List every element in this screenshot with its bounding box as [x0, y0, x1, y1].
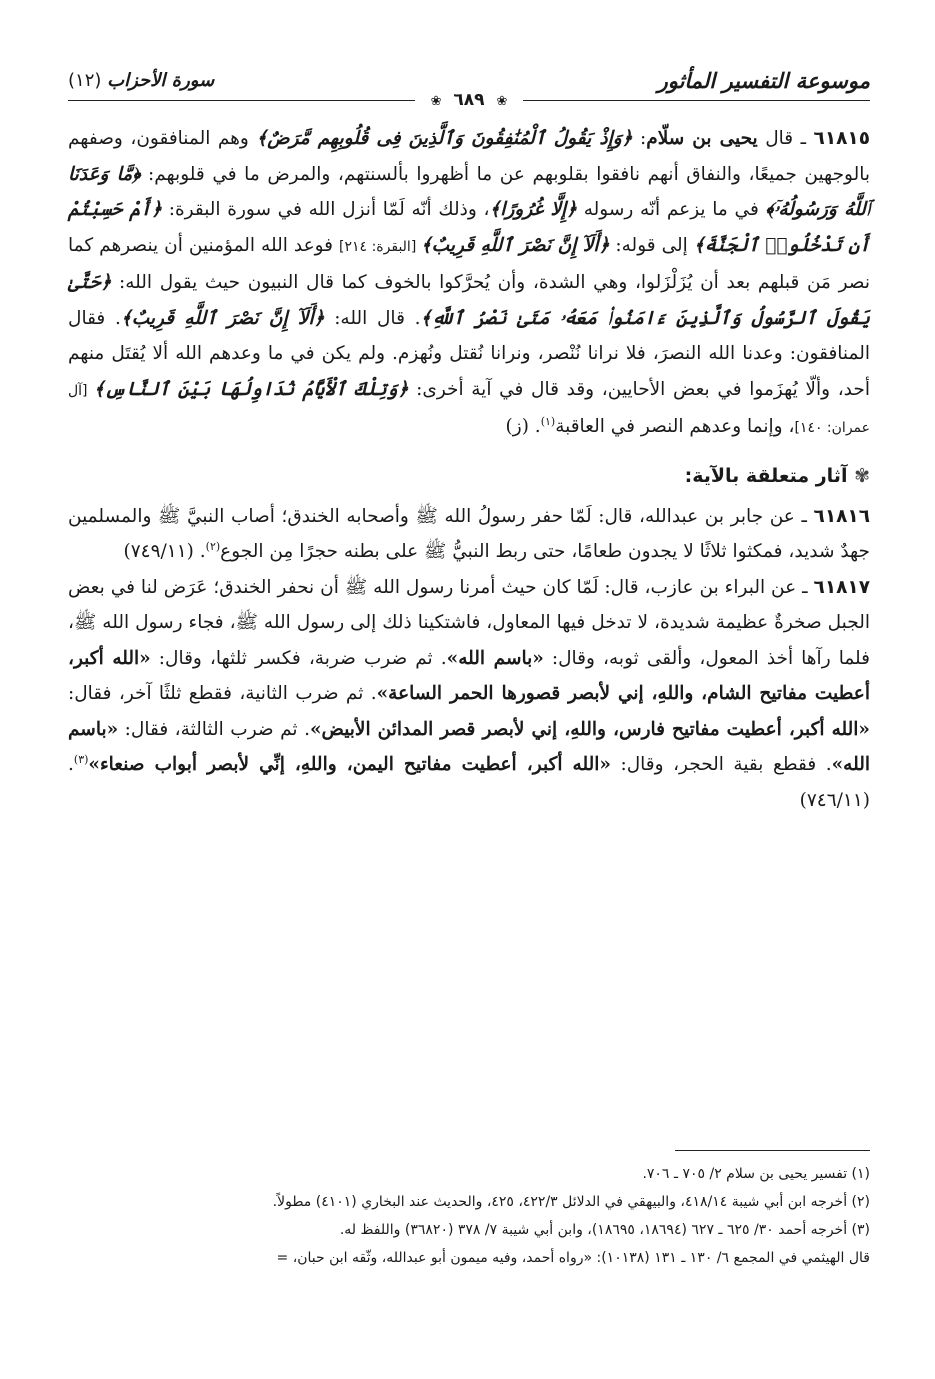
text: ، وذلك أنّه لَمّا أنزل الله في سورة البقرة: [162, 199, 490, 220]
quran-quote: ﴿وَإِذْ يَقُولُ ٱلْمُنَٰفِقُونَ وَٱلَّذِينَ فِى قُلُوبِهِم مَّرَضٌ﴾ [256, 128, 633, 149]
ornament-right-icon: ❀ [496, 94, 508, 109]
text: . ثم ضرب ضربة، فكسر ثلثها، وقال: [150, 647, 447, 669]
surah-reference: [البقرة: ٢١٤] [339, 238, 421, 255]
quran-quote: ﴿إِلَّا غُرُورًا﴾ [489, 199, 577, 220]
text: . ثم ضرب الثانية، فقطع ثلثًا آخر، فقال: [68, 683, 377, 704]
text: ـ عن البراء بن عازب، قال: لَمّا كان حيث أمرنا رسول الله ﷺ أن نحفر الخندق؛ عَرَض لنا في بعض الجبل صخرةٌ عظيمة شديدة، لا تدخل فيها المعاول، فاشتكينا ذلك إلى رسول الله ﷺ، فجاء رسول الله ﷺ، فلما رآها أخذ المعول، وألقى ثوبه، وقال: [68, 576, 870, 669]
text: . ثم ضرب الثالثة، فقال: [118, 718, 310, 740]
main-text [68, 121, 870, 818]
ornament-left-icon: ❀ [430, 94, 442, 109]
flower-icon: ✾ [854, 464, 870, 487]
footnote-rule [675, 1150, 870, 1151]
quran-quote: ﴿أَمْ حَسِبْتُمْ أَن تَدْخُلُوا۟ ٱلْجَنَّةَ﴾ [68, 199, 870, 256]
entry-61815 [68, 121, 870, 447]
hadith-quote: «باسم الله» [446, 647, 544, 669]
entry-number: ٦١٨١٦ [813, 505, 870, 527]
hadith-quote: «الله أكبر، أعطيت مفاتيح الشام، واللهِ، إني لأبصر قصورها الحمر الساعة» [68, 647, 870, 704]
quran-quote: ﴿وَتِلْكَ ٱلْأَيَّامُ نُدَاوِلُهَا بَيْنَ ٱلنَّاسِ﴾ [93, 378, 409, 400]
text: . فقطع بقية الحجر، وقال: [610, 754, 832, 775]
footnote: (٢) أخرجه ابن أبي شيبة ٤١٨/١٤، والبيهقي في الدلائل ٤٢٢/٣، ٤٢٥، والحديث عند البخاري (٤١٠١) مطولاً. [272, 1194, 870, 1210]
quran-quote: ﴿أَلَآ إِنَّ نَصْرَ ٱللَّهِ قَرِيبٌ﴾ [420, 234, 610, 256]
page-number: ٦٨٩ [453, 90, 485, 110]
volume-reference: . (٧٤٩/١١) [123, 541, 206, 562]
hadith-quote: «باسم الله» [68, 718, 870, 775]
text: ـ قال [757, 128, 814, 149]
footnote-ref: (٢) [205, 539, 221, 553]
text: ـ عن جابر بن عبدالله، قال: لَمّا حفر رسولُ الله ﷺ وأصحابه الخندق؛ أصاب النبيَّ ﷺ والمسلمين جهدٌ شديد، فمكثوا ثلاثًا لا يجدون طعامًا، حتى ربط النبيُّ ﷺ على بطنه حجرًا مِن الجوع [68, 505, 870, 562]
text: فوعد الله المؤمنين أن ينصرهم كما نصر مَن قبلهم بعد أن يُزَلْزَلوا، وهي الشدة، وأن يُحرَّكوا بالخوف كما قال النبيون حيث يقول الله: [68, 234, 870, 293]
hadith-quote: «الله أكبر، أعطيت مفاتيح فارس، واللهِ، إني لأبصر قصر المدائن الأبيض» [309, 718, 870, 740]
footnote-ref: (٣) [73, 752, 89, 766]
footnote: قال الهيثمي في المجمع ٦/ ١٣٠ ـ ١٣١ (١٠١٣٨): «رواه أحمد، وفيه ميمون أبو عبدالله، وثّقه ابن حبان، = [276, 1250, 870, 1266]
surah-reference: [آل عمران: ١٤٠] [68, 382, 870, 436]
text: ، وإنما وعدهم النصر في العاقبة [555, 416, 795, 437]
text: في ما يزعم أنّه رسوله [577, 199, 766, 220]
hadith-quote: «الله أكبر، أعطيت مفاتيح اليمن، واللهِ، إنِّي لأبصر أبواب صنعاء» [88, 754, 611, 775]
entry-number: ٦١٨١٥ [813, 128, 871, 149]
footnote: (١) تفسير يحيى بن سلام ٢/ ٧٠٥ ـ ٧٠٦. [642, 1166, 870, 1182]
narrator: يحيى بن سلّام [646, 128, 758, 149]
surah-name: سورة الأحزاب [107, 70, 215, 91]
volume-reference: . (٧٤٦/١١) [68, 754, 870, 811]
section-heading [68, 459, 870, 493]
text: إلى قوله: [609, 234, 694, 256]
text: . فقال المنافقون: وعدنا الله النصرَ، فلا نرانا نُنْصر، ونرانا نُقتل ونُهزم. ولم يكن في ما وعدهم الله ألا يُقتَل منهم أحد، وألّا يُهزَموا في بعض الأحايين، وقد قال في آية أخرى: [68, 307, 870, 400]
text: : [632, 128, 647, 149]
footnotes [68, 1160, 870, 1272]
surah-title [68, 66, 214, 96]
page [68, 58, 870, 1358]
text: . (ز) [505, 416, 541, 437]
quran-quote: ﴿حَتَّىٰ يَقُولَ ٱلرَّسُولُ وَٱلَّذِينَ ءَامَنُوا۟ مَعَهُۥ مَتَىٰ نَصْرُ ٱللَّهِ﴾ [68, 272, 870, 329]
quran-quote: ﴿مَّا وَعَدَنَا ٱللَّهُ وَرَسُولُهُۥٓ﴾ [68, 163, 870, 220]
section-heading-text: آثار متعلقة بالآية: [684, 464, 855, 487]
entry-61816 [68, 499, 870, 570]
quran-quote: ﴿أَلَآ إِنَّ نَصْرَ ٱللَّهِ قَرِيبٌ﴾ [120, 307, 325, 329]
entry-61817 [68, 570, 870, 819]
surah-verse: (١٢) [68, 70, 102, 91]
footnote: (٣) أخرجه أحمد ٣٠/ ٦٢٥ ـ ٦٢٧ (١٨٦٩٤، ١٨٦٩٥)، وابن أبي شيبة ٧/ ٣٧٨ (٣٦٨٢٠) واللفظ له. [339, 1222, 870, 1238]
entry-number: ٦١٨١٧ [813, 576, 870, 598]
footnote-ref: (١) [540, 414, 556, 428]
running-header [68, 58, 870, 96]
text: . قال الله: [324, 307, 421, 329]
text: وهم المنافقون، وصفهم بالوجهين جميعًا، والنفاق أنهم نافقوا بقلوبهم عن ما أظهروا بألسنتهم، والمرض ما في قلوبهم: [68, 128, 871, 185]
book-title: موسوعة التفسير المأثور [657, 69, 870, 93]
